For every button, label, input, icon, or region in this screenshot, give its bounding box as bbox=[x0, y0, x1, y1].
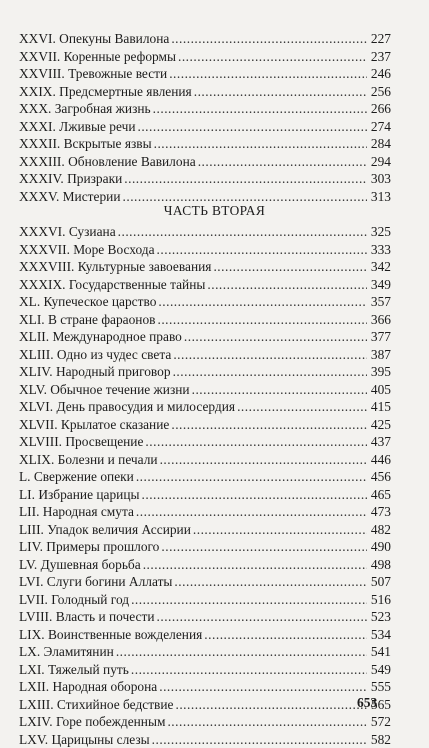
toc-entry-title: XLIV. Народный приговор bbox=[19, 364, 171, 380]
toc-entry-page: 565 bbox=[370, 696, 391, 712]
toc-entry bbox=[19, 223, 391, 241]
dot-leader bbox=[173, 363, 367, 381]
toc-entry bbox=[19, 503, 391, 521]
toc-part-two bbox=[19, 223, 391, 748]
toc-entry bbox=[19, 433, 391, 451]
toc-entry-title: XXVIII. Тревожные вести bbox=[19, 66, 168, 82]
toc-entry-title: XXXVIII. Культурные завоевания bbox=[19, 259, 212, 275]
toc-entry bbox=[19, 416, 391, 434]
toc-entry bbox=[19, 135, 391, 153]
dot-leader bbox=[161, 538, 367, 556]
toc-entry-title: LXI. Тяжелый путь bbox=[19, 661, 129, 677]
dot-leader bbox=[136, 503, 367, 521]
toc-entry-title: XLVIII. Просвещение bbox=[19, 434, 144, 450]
dot-leader bbox=[159, 678, 367, 696]
toc-entry-page: 342 bbox=[370, 259, 391, 275]
dot-leader bbox=[143, 556, 367, 574]
toc-entry-page: 294 bbox=[370, 153, 391, 169]
toc-entry bbox=[19, 643, 391, 661]
toc-entry-page: 266 bbox=[370, 101, 391, 117]
toc-entry-page: 425 bbox=[370, 416, 391, 432]
toc-entry-title: XXVII. Коренные реформы bbox=[19, 48, 176, 64]
toc-entry-title: LVII. Голодный год bbox=[19, 591, 130, 607]
dot-leader bbox=[124, 170, 367, 188]
toc-entry bbox=[19, 556, 391, 574]
toc-entry-title: XXVI. Опекуны Вавилона bbox=[19, 31, 170, 46]
toc-entry-page: 303 bbox=[370, 171, 391, 187]
dot-leader bbox=[167, 713, 367, 731]
toc-entry-page: 523 bbox=[370, 609, 391, 625]
dot-leader bbox=[207, 276, 367, 294]
toc-entry-title: LXV. Царицыны слезы bbox=[19, 731, 150, 747]
dot-leader bbox=[157, 608, 367, 626]
toc-entry-page: 274 bbox=[370, 118, 391, 134]
dot-leader bbox=[193, 521, 367, 539]
toc-entry-title: XXXIX. Государственные тайны bbox=[19, 276, 206, 292]
dot-leader bbox=[204, 626, 367, 644]
dot-leader bbox=[171, 416, 367, 434]
toc-entry-title: LXII. Народная оборона bbox=[19, 679, 158, 695]
toc-entry-page: 387 bbox=[370, 346, 391, 362]
toc-entry bbox=[19, 486, 391, 504]
toc-entry-title: XLIII. Одно из чудес света bbox=[19, 346, 172, 362]
dot-leader bbox=[174, 573, 367, 591]
toc-entry-page: 465 bbox=[370, 486, 391, 502]
dot-leader bbox=[153, 100, 367, 118]
toc-part-one bbox=[19, 30, 391, 205]
page-number: 653 bbox=[357, 695, 378, 710]
toc-entry-page: 582 bbox=[370, 731, 391, 747]
toc-entry-title: XXIX. Предсмертные явления bbox=[19, 83, 192, 99]
dot-leader bbox=[136, 468, 367, 486]
toc-entry-page: 498 bbox=[370, 556, 391, 572]
toc-entry-page: 325 bbox=[370, 224, 391, 239]
toc-entry-page: 549 bbox=[370, 661, 391, 677]
dot-leader bbox=[131, 591, 367, 609]
dot-leader bbox=[157, 241, 367, 259]
dot-leader bbox=[154, 135, 367, 153]
toc-entry-title: XXXVII. Море Восхода bbox=[19, 241, 155, 257]
toc-entry bbox=[19, 608, 391, 626]
toc-entry-title: LIII. Упадок величия Ассирии bbox=[19, 521, 191, 537]
dot-leader bbox=[184, 328, 367, 346]
dot-leader bbox=[160, 451, 367, 469]
toc-entry-title: LV. Душевная борьба bbox=[19, 556, 141, 572]
toc-entry-page: 227 bbox=[370, 31, 391, 46]
toc-entry bbox=[19, 83, 391, 101]
toc-entry-page: 555 bbox=[370, 679, 391, 695]
toc-entry-title: L. Свержение опеки bbox=[19, 469, 134, 485]
toc-entry bbox=[19, 30, 391, 48]
toc-entry bbox=[19, 293, 391, 311]
toc-entry-page: 357 bbox=[370, 294, 391, 310]
toc-entry-page: 456 bbox=[370, 469, 391, 485]
toc-entry-page: 507 bbox=[370, 574, 391, 590]
toc-entry bbox=[19, 100, 391, 118]
toc-entry-title: XXXV. Мистерии bbox=[19, 188, 121, 204]
toc-entry-title: XLVI. День правосудия и милосердия bbox=[19, 399, 236, 415]
toc-entry bbox=[19, 696, 391, 714]
toc-entry-page: 237 bbox=[370, 48, 391, 64]
dot-leader bbox=[158, 293, 367, 311]
dot-leader bbox=[213, 258, 367, 276]
dot-leader bbox=[157, 311, 367, 329]
toc-entry-page: 446 bbox=[370, 451, 391, 467]
toc-entry-title: LII. Народная смута bbox=[19, 504, 134, 520]
toc-entry-title: XXXII. Вскрытые язвы bbox=[19, 136, 152, 152]
toc-entry bbox=[19, 346, 391, 364]
toc-entry-title: XL. Купеческое царство bbox=[19, 294, 157, 310]
dot-leader bbox=[178, 48, 367, 66]
toc-entry bbox=[19, 626, 391, 644]
toc-entry-page: 349 bbox=[370, 276, 391, 292]
toc-entry-page: 405 bbox=[370, 381, 391, 397]
toc-entry-title: LX. Эламитянин bbox=[19, 644, 114, 660]
toc-entry-title: LIV. Примеры прошлого bbox=[19, 539, 160, 555]
toc-entry-title: LIX. Воинственные вожделения bbox=[19, 626, 203, 642]
dot-leader bbox=[192, 381, 367, 399]
toc-entry bbox=[19, 661, 391, 679]
toc-entry-title: XLV. Обычное течение жизни bbox=[19, 381, 190, 397]
toc-entry-title: LXIII. Стихийное бедствие bbox=[19, 696, 174, 712]
toc-entry-page: 377 bbox=[370, 329, 391, 345]
dot-leader bbox=[173, 346, 367, 364]
dot-leader bbox=[169, 65, 367, 83]
toc-entry-title: XLII. Международное право bbox=[19, 329, 182, 345]
toc-entry-page: 284 bbox=[370, 136, 391, 152]
toc-entry-title: XLVII. Крылатое сказание bbox=[19, 416, 170, 432]
toc-entry-title: LI. Избрание царицы bbox=[19, 486, 140, 502]
dot-leader bbox=[142, 486, 367, 504]
toc-entry-page: 473 bbox=[370, 504, 391, 520]
toc-entry bbox=[19, 713, 391, 731]
toc-entry bbox=[19, 381, 391, 399]
toc-entry bbox=[19, 170, 391, 188]
toc-entry bbox=[19, 398, 391, 416]
toc-entry-page: 541 bbox=[370, 644, 391, 660]
toc-entry bbox=[19, 258, 391, 276]
toc-entry bbox=[19, 678, 391, 696]
toc-entry-page: 256 bbox=[370, 83, 391, 99]
toc-entry bbox=[19, 573, 391, 591]
dot-leader bbox=[198, 153, 367, 171]
toc-entry bbox=[19, 521, 391, 539]
toc-entry-title: XLIX. Болезни и печали bbox=[19, 451, 158, 467]
toc-entry bbox=[19, 48, 391, 66]
dot-leader bbox=[131, 661, 367, 679]
dot-leader bbox=[194, 83, 367, 101]
toc-entry-page: 437 bbox=[370, 434, 391, 450]
toc-entry-page: 366 bbox=[370, 311, 391, 327]
toc-entry-title: XLI. В стране фараонов bbox=[19, 311, 156, 327]
toc-entry-page: 313 bbox=[370, 188, 391, 204]
toc-entry bbox=[19, 65, 391, 83]
toc-entry-page: 572 bbox=[370, 714, 391, 730]
toc-entry bbox=[19, 363, 391, 381]
toc-entry bbox=[19, 241, 391, 259]
toc-entry-title: XXXVI. Сузиана bbox=[19, 224, 116, 239]
toc-entry-title: LXIV. Горе побежденным bbox=[19, 714, 166, 730]
dot-leader bbox=[175, 696, 367, 714]
toc-entry bbox=[19, 538, 391, 556]
toc-entry bbox=[19, 118, 391, 136]
dot-leader bbox=[118, 223, 367, 241]
dot-leader bbox=[116, 643, 367, 661]
toc-entry bbox=[19, 311, 391, 329]
dot-leader bbox=[171, 30, 367, 48]
dot-leader bbox=[145, 433, 367, 451]
toc-entry bbox=[19, 591, 391, 609]
toc-entry-page: 490 bbox=[370, 539, 391, 555]
section-heading: ЧАСТЬ ВТОРАЯ bbox=[163, 203, 266, 218]
toc-entry bbox=[19, 328, 391, 346]
toc-entry bbox=[19, 468, 391, 486]
toc-entry-title: XXXIII. Обновление Вавилона bbox=[19, 153, 196, 169]
toc-entry-title: LVI. Слуги богини Аллаты bbox=[19, 574, 173, 590]
toc-entry-page: 395 bbox=[370, 364, 391, 380]
toc-entry-title: XXXI. Лживые речи bbox=[19, 118, 136, 134]
toc-entry bbox=[19, 451, 391, 469]
toc-entry-page: 482 bbox=[370, 521, 391, 537]
toc-entry-page: 246 bbox=[370, 66, 391, 82]
dot-leader bbox=[137, 118, 367, 136]
toc-entry bbox=[19, 276, 391, 294]
toc-entry-page: 333 bbox=[370, 241, 391, 257]
toc-entry-title: LVIII. Власть и почести bbox=[19, 609, 155, 625]
toc-entry-page: 516 bbox=[370, 591, 391, 607]
toc-entry-title: XXX. Загробная жизнь bbox=[19, 101, 151, 117]
toc-entry-page: 415 bbox=[370, 399, 391, 415]
toc-entry-title: XXXIV. Призраки bbox=[19, 171, 123, 187]
toc-entry bbox=[19, 153, 391, 171]
toc-entry-page: 534 bbox=[370, 626, 391, 642]
dot-leader bbox=[237, 398, 367, 416]
